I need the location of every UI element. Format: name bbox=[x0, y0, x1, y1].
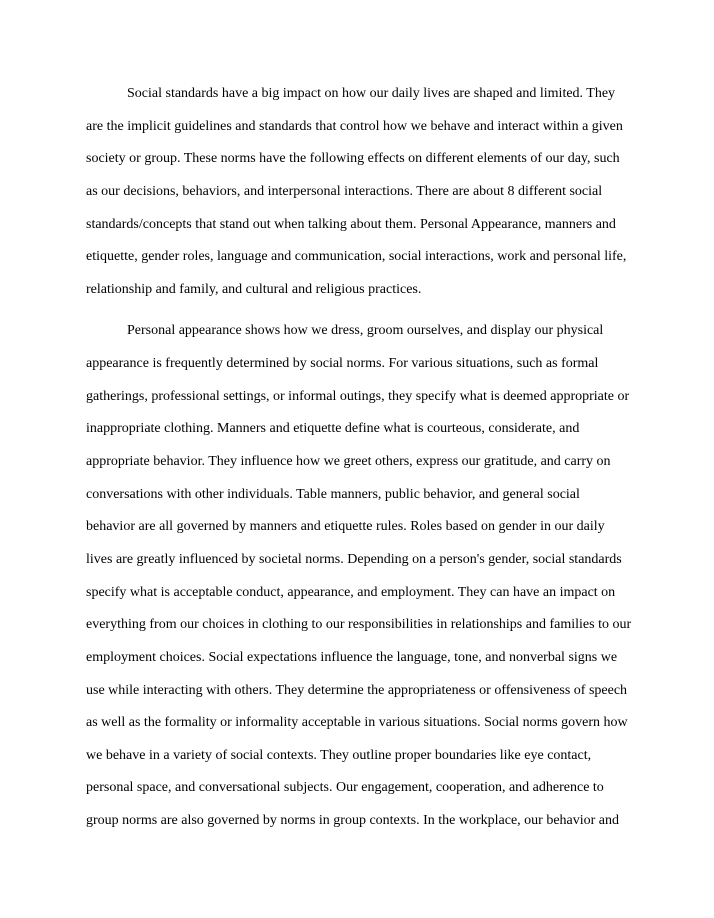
paragraph-line: etiquette, gender roles, language and communication, social interactions, work and personal life, bbox=[86, 249, 627, 265]
paragraph-1 bbox=[86, 78, 642, 306]
paragraph-line bbox=[86, 838, 642, 871]
paragraph-line: appearance is frequently determined by social norms. For various situations, such as formal bbox=[86, 356, 599, 372]
paragraph-line: employment choices. Social expectations influence the language, tone, and nonverbal signs we bbox=[86, 649, 618, 665]
paragraph-line: we behave in a variety of social contexts. They outline proper boundaries like eye contact, bbox=[86, 747, 592, 763]
paragraph-line: use while interacting with others. They determine the appropriateness or offensiveness of speech bbox=[86, 682, 628, 698]
paragraph-line: lives are greatly influenced by societal norms. Depending on a person's gender, social standards bbox=[86, 551, 622, 567]
paragraph-line: inappropriate clothing. Manners and etiquette define what is courteous, considerate, and bbox=[86, 421, 580, 437]
paragraph-line: behavior are all governed by manners and etiquette rules. Roles based on gender in our daily bbox=[86, 519, 605, 535]
paragraph-line: gatherings, professional settings, or informal outings, they specify what is deemed appropriate or bbox=[86, 388, 630, 404]
paragraph-line: as well as the formality or informality acceptable in various situations. Social norms govern how bbox=[86, 715, 628, 731]
paragraph-2 bbox=[86, 315, 642, 870]
paragraph-line: as our decisions, behaviors, and interpersonal interactions. There are about 8 different social bbox=[86, 183, 603, 199]
paragraph-line: specify what is acceptable conduct, appearance, and employment. They can have an impact on bbox=[86, 584, 616, 600]
paragraph-line: are the implicit guidelines and standards that control how we behave and interact within a given bbox=[86, 118, 623, 134]
paragraph-line: Social standards have a big impact on how our daily lives are shaped and limited. They bbox=[127, 86, 616, 101]
paragraph-line: group norms are also governed by norms in group contexts. In the workplace, our behavior and bbox=[86, 813, 620, 829]
paragraph-spacing bbox=[86, 306, 642, 315]
document-body bbox=[86, 78, 642, 870]
paragraph-line: conversations with other individuals. Table manners, public behavior, and general social bbox=[86, 486, 580, 502]
paragraph-line: everything from our choices in clothing to our responsibilities in relationships and families to our bbox=[86, 617, 632, 633]
paragraph-line: appropriate behavior. They influence how we greet others, express our gratitude, and carry on bbox=[86, 454, 611, 470]
paragraph-line: personal space, and conversational subjects. Our engagement, cooperation, and adherence to bbox=[86, 780, 604, 796]
paragraph-line: relationship and family, and cultural and religious practices. bbox=[86, 281, 422, 297]
paragraph-line: society or group. These norms have the following effects on different elements of our day, such bbox=[86, 151, 620, 167]
paragraph-line: Personal appearance shows how we dress, groom ourselves, and display our physical bbox=[127, 323, 604, 339]
paragraph-line: standards/concepts that stand out when talking about them. Personal Appearance, manners and bbox=[86, 216, 616, 232]
